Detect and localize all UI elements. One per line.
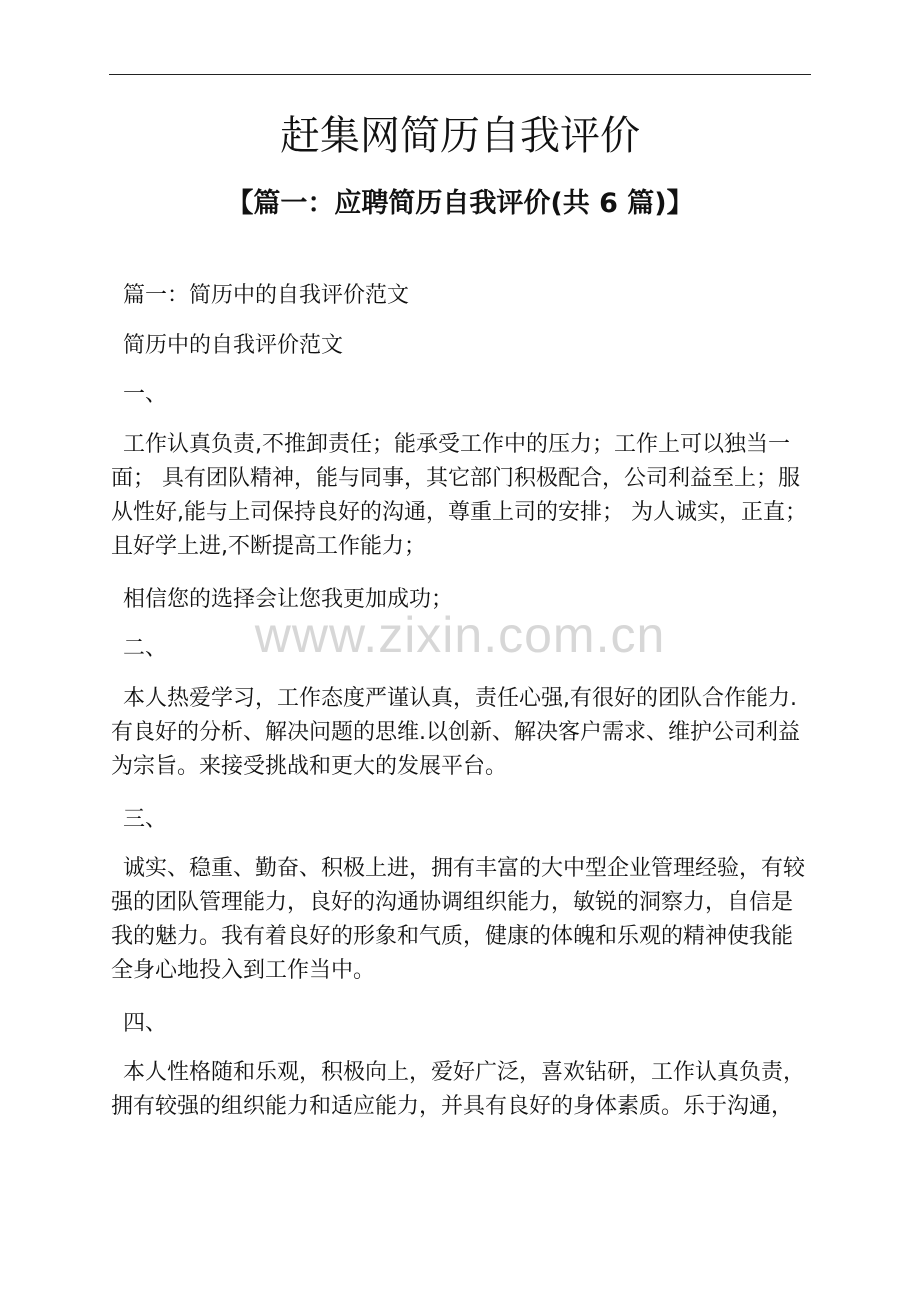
paragraph-4: 本人性格随和乐观，积极向上，爱好广泛，喜欢钻研，工作认真负责，拥有较强的组织能力和适应能力，并具有良好的身体素质。乐于沟通， [111, 1060, 806, 1119]
document-title: 赶集网简历自我评价 [280, 113, 640, 159]
item-number-3: 三、 [123, 807, 168, 832]
paragraph-2: 本人热爱学习，工作态度严谨认真，责任心强,有很好的团队合作能力.有良好的分析、解决问题的思维.以创新、解决客户需求、维护公司利益为宗旨。来接受挑战和更大的发展平台。 [111, 686, 800, 779]
section-subheading: 简历中的自我评价范文 [123, 333, 344, 358]
header-rule [109, 74, 811, 75]
document-subtitle: 【篇一：应聘简历自我评价(共 6 篇)】 [226, 188, 694, 219]
watermark-text: www.zixin.com.cn [254, 607, 666, 663]
item-number-4: 四、 [123, 1011, 168, 1036]
paragraph-1: 工作认真负责,不推卸责任；能承受工作中的压力；工作上可以独当一面； 具有团队精神，能与同事，其它部门积极配合，公司利益至上；服从性好,能与上司保持良好的沟通，尊重上司的安排； 为人诚实，正直；且好学上进,不断提高工作能力； [111, 432, 807, 559]
item-number-2: 二、 [123, 636, 168, 661]
item-number-1: 一、 [123, 382, 168, 407]
paragraph-3: 诚实、稳重、勤奋、积极上进，拥有丰富的大中型企业管理经验，有较强的团队管理能力，良好的沟通协调组织能力，敏锐的洞察力，自信是我的魅力。我有着良好的形象和气质，健康的体魄和乐观的精神使我能全身心地投入到工作当中。 [111, 856, 806, 983]
section-heading: 篇一：简历中的自我评价范文 [123, 283, 410, 308]
paragraph-1-closing: 相信您的选择会让您我更加成功； [123, 587, 454, 612]
